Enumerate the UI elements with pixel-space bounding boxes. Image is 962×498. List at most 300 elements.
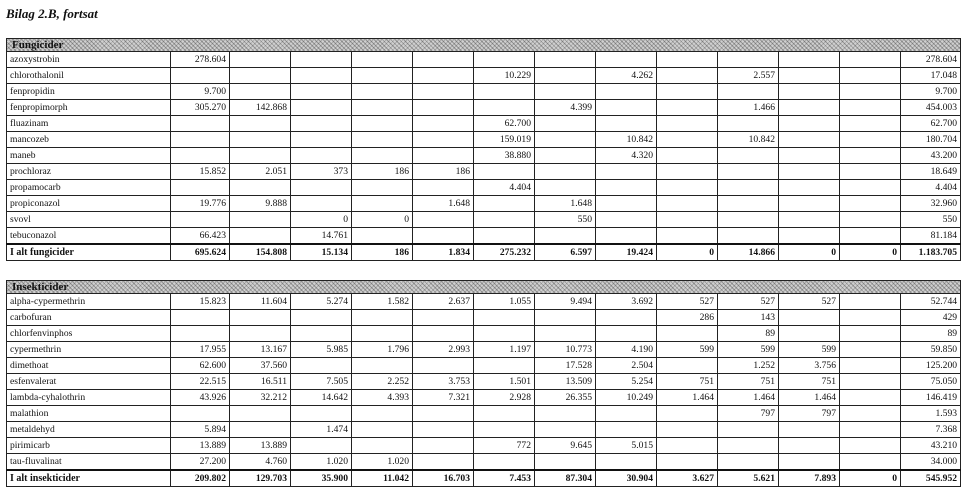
value-cell [535, 148, 596, 164]
value-cell: 17.528 [535, 358, 596, 374]
substance-name: lambda-cyhalothrin [7, 390, 171, 406]
value-cell [352, 358, 413, 374]
value-cell [352, 52, 413, 68]
value-cell: 278.604 [171, 52, 230, 68]
value-cell [291, 84, 352, 100]
value-cell [718, 52, 779, 68]
value-cell [840, 358, 901, 374]
value-cell [413, 84, 474, 100]
value-cell: 11.604 [230, 294, 291, 310]
value-cell [657, 406, 718, 422]
value-cell [230, 310, 291, 326]
value-cell: 1.466 [718, 100, 779, 116]
table-row [7, 358, 961, 374]
value-cell: 0 [352, 212, 413, 228]
value-cell [718, 212, 779, 228]
substance-name: fenpropimorph [7, 100, 171, 116]
value-cell [535, 422, 596, 438]
value-cell [352, 326, 413, 342]
value-cell: 159.019 [474, 132, 535, 148]
value-cell [230, 148, 291, 164]
value-cell: 1.474 [291, 422, 352, 438]
value-cell [413, 212, 474, 228]
value-cell: 599 [657, 342, 718, 358]
value-cell: 797 [779, 406, 840, 422]
value-cell: 146.419 [901, 390, 961, 406]
value-cell: 6.597 [535, 244, 596, 261]
value-cell: 14.761 [291, 228, 352, 245]
value-cell: 35.900 [291, 470, 352, 487]
value-cell [413, 310, 474, 326]
value-cell: 278.604 [901, 52, 961, 68]
table-row [7, 212, 961, 228]
value-cell: 62.700 [474, 116, 535, 132]
substance-name: I alt fungicider [7, 244, 171, 261]
value-cell [535, 68, 596, 84]
value-cell [474, 164, 535, 180]
section-heading: Insekticider [12, 281, 69, 293]
value-cell: 3.756 [779, 358, 840, 374]
fungicide-table [6, 38, 961, 261]
value-cell: 1.501 [474, 374, 535, 390]
value-cell: 527 [718, 294, 779, 310]
value-cell [779, 422, 840, 438]
value-cell [413, 180, 474, 196]
substance-name: chlorfenvinphos [7, 326, 171, 342]
value-cell [474, 196, 535, 212]
value-cell [657, 164, 718, 180]
value-cell [352, 132, 413, 148]
value-cell [230, 68, 291, 84]
value-cell: 2.557 [718, 68, 779, 84]
value-cell [230, 212, 291, 228]
substance-name: tau-fluvalinat [7, 454, 171, 471]
value-cell [657, 84, 718, 100]
value-cell [718, 164, 779, 180]
value-cell [779, 116, 840, 132]
value-cell [779, 68, 840, 84]
value-cell: 11.042 [352, 470, 413, 487]
substance-name: metaldehyd [7, 422, 171, 438]
value-cell [171, 116, 230, 132]
value-cell [657, 228, 718, 245]
value-cell: 19.424 [596, 244, 657, 261]
value-cell [413, 68, 474, 84]
value-cell: 3.627 [657, 470, 718, 487]
value-cell [596, 310, 657, 326]
value-cell [535, 84, 596, 100]
value-cell: 9.700 [171, 84, 230, 100]
value-cell [840, 310, 901, 326]
value-cell [840, 294, 901, 310]
value-cell: 2.993 [413, 342, 474, 358]
value-cell: 66.423 [171, 228, 230, 245]
value-cell: 7.453 [474, 470, 535, 487]
value-cell [596, 116, 657, 132]
value-cell [413, 100, 474, 116]
value-cell: 0 [657, 244, 718, 261]
value-cell [474, 326, 535, 342]
value-cell [718, 180, 779, 196]
value-cell [171, 148, 230, 164]
value-cell [474, 358, 535, 374]
value-cell: 180.704 [901, 132, 961, 148]
value-cell [657, 358, 718, 374]
value-cell: 37.560 [230, 358, 291, 374]
value-cell: 1.055 [474, 294, 535, 310]
value-cell [474, 228, 535, 245]
value-cell: 0 [840, 244, 901, 261]
value-cell: 1.648 [413, 196, 474, 212]
value-cell [657, 326, 718, 342]
value-cell: 4.404 [474, 180, 535, 196]
value-cell [413, 406, 474, 422]
value-cell [718, 148, 779, 164]
value-cell [596, 228, 657, 245]
value-cell [596, 422, 657, 438]
substance-name: svovl [7, 212, 171, 228]
value-cell [657, 438, 718, 454]
value-cell [840, 100, 901, 116]
value-cell: 18.649 [901, 164, 961, 180]
value-cell [352, 196, 413, 212]
table-row [7, 310, 961, 326]
value-cell [657, 100, 718, 116]
value-cell [474, 100, 535, 116]
value-cell: 7.893 [779, 470, 840, 487]
value-cell [291, 68, 352, 84]
substance-name: dimethoat [7, 358, 171, 374]
value-cell [352, 310, 413, 326]
value-cell: 429 [901, 310, 961, 326]
substance-name: tebuconazol [7, 228, 171, 245]
value-cell: 0 [779, 244, 840, 261]
value-cell: 5.621 [718, 470, 779, 487]
value-cell [779, 100, 840, 116]
value-cell [352, 116, 413, 132]
value-cell [352, 68, 413, 84]
value-cell: 599 [718, 342, 779, 358]
value-cell: 454.003 [901, 100, 961, 116]
section-heading: Fungicider [12, 39, 64, 51]
value-cell: 0 [291, 212, 352, 228]
value-cell [230, 84, 291, 100]
value-cell [840, 438, 901, 454]
table-row [7, 100, 961, 116]
value-cell [779, 52, 840, 68]
value-cell [352, 180, 413, 196]
value-cell [474, 212, 535, 228]
table-row [7, 52, 961, 68]
value-cell: 772 [474, 438, 535, 454]
value-cell: 10.842 [596, 132, 657, 148]
value-cell: 7.321 [413, 390, 474, 406]
value-cell [230, 52, 291, 68]
value-cell [779, 164, 840, 180]
value-cell: 13.167 [230, 342, 291, 358]
value-cell [840, 196, 901, 212]
table-row [7, 164, 961, 180]
value-cell [657, 422, 718, 438]
substance-name: carbofuran [7, 310, 171, 326]
value-cell [291, 116, 352, 132]
substance-name: maneb [7, 148, 171, 164]
substance-name: mancozeb [7, 132, 171, 148]
value-cell [171, 310, 230, 326]
value-cell: 10.229 [474, 68, 535, 84]
value-cell [413, 438, 474, 454]
value-cell: 7.505 [291, 374, 352, 390]
value-cell [291, 180, 352, 196]
total-row [7, 244, 961, 261]
table-row [7, 374, 961, 390]
value-cell [352, 100, 413, 116]
value-cell: 9.700 [901, 84, 961, 100]
value-cell: 1.197 [474, 342, 535, 358]
value-cell: 43.210 [901, 438, 961, 454]
table-row [7, 116, 961, 132]
value-cell [779, 180, 840, 196]
table-row [7, 422, 961, 438]
value-cell [779, 454, 840, 471]
value-cell: 1.834 [413, 244, 474, 261]
value-cell [657, 132, 718, 148]
value-cell: 5.274 [291, 294, 352, 310]
value-cell [779, 132, 840, 148]
value-cell [230, 422, 291, 438]
value-cell [718, 196, 779, 212]
value-cell: 62.700 [901, 116, 961, 132]
value-cell [413, 228, 474, 245]
value-cell [840, 406, 901, 422]
value-cell [657, 196, 718, 212]
value-cell [657, 52, 718, 68]
table-row [7, 132, 961, 148]
value-cell [596, 164, 657, 180]
value-cell [840, 212, 901, 228]
value-cell [718, 84, 779, 100]
value-cell: 14.866 [718, 244, 779, 261]
value-cell [352, 84, 413, 100]
value-cell [840, 422, 901, 438]
value-cell: 142.868 [230, 100, 291, 116]
value-cell: 695.624 [171, 244, 230, 261]
value-cell [171, 212, 230, 228]
table-row [7, 68, 961, 84]
value-cell: 10.249 [596, 390, 657, 406]
value-cell: 62.600 [171, 358, 230, 374]
value-cell: 9.888 [230, 196, 291, 212]
value-cell [474, 52, 535, 68]
value-cell: 1.648 [535, 196, 596, 212]
value-cell: 27.200 [171, 454, 230, 471]
value-cell [840, 52, 901, 68]
value-cell: 1.020 [291, 454, 352, 471]
value-cell [291, 196, 352, 212]
value-cell [230, 132, 291, 148]
table-row [7, 390, 961, 406]
value-cell: 13.889 [230, 438, 291, 454]
value-cell [230, 116, 291, 132]
value-cell [840, 148, 901, 164]
value-cell [291, 52, 352, 68]
value-cell [535, 116, 596, 132]
value-cell: 527 [779, 294, 840, 310]
value-cell: 0 [840, 470, 901, 487]
value-cell [535, 310, 596, 326]
value-cell: 186 [413, 164, 474, 180]
value-cell [474, 454, 535, 471]
value-cell: 4.393 [352, 390, 413, 406]
value-cell: 16.703 [413, 470, 474, 487]
value-cell [291, 100, 352, 116]
value-cell: 17.955 [171, 342, 230, 358]
value-cell [413, 116, 474, 132]
substance-name: fenpropidin [7, 84, 171, 100]
value-cell: 2.928 [474, 390, 535, 406]
value-cell: 4.404 [901, 180, 961, 196]
value-cell: 81.184 [901, 228, 961, 245]
value-cell: 10.773 [535, 342, 596, 358]
value-cell: 751 [779, 374, 840, 390]
value-cell [535, 228, 596, 245]
value-cell [171, 68, 230, 84]
value-cell [657, 180, 718, 196]
value-cell [596, 100, 657, 116]
value-cell [718, 422, 779, 438]
value-cell [230, 180, 291, 196]
value-cell [352, 406, 413, 422]
value-cell [352, 438, 413, 454]
value-cell: 15.134 [291, 244, 352, 261]
value-cell: 1.464 [657, 390, 718, 406]
value-cell: 527 [657, 294, 718, 310]
value-cell [171, 326, 230, 342]
value-cell [474, 422, 535, 438]
value-cell [535, 52, 596, 68]
value-cell: 797 [718, 406, 779, 422]
value-cell [840, 164, 901, 180]
table-row [7, 342, 961, 358]
value-cell: 9.494 [535, 294, 596, 310]
value-cell [352, 422, 413, 438]
value-cell [535, 326, 596, 342]
value-cell: 545.952 [901, 470, 961, 487]
value-cell: 4.760 [230, 454, 291, 471]
value-cell [474, 406, 535, 422]
value-cell [840, 132, 901, 148]
value-cell [779, 196, 840, 212]
section-header [7, 39, 961, 52]
value-cell [840, 68, 901, 84]
total-row [7, 470, 961, 487]
value-cell [596, 454, 657, 471]
value-cell [840, 116, 901, 132]
value-cell [779, 326, 840, 342]
insecticide-table [6, 280, 961, 487]
value-cell [779, 212, 840, 228]
value-cell [657, 212, 718, 228]
value-cell: 1.464 [779, 390, 840, 406]
value-cell [535, 132, 596, 148]
value-cell: 751 [718, 374, 779, 390]
table-row [7, 454, 961, 471]
value-cell: 89 [718, 326, 779, 342]
substance-name: azoxystrobin [7, 52, 171, 68]
value-cell: 1.020 [352, 454, 413, 471]
value-cell [291, 438, 352, 454]
value-cell [413, 148, 474, 164]
value-cell [171, 180, 230, 196]
value-cell [596, 326, 657, 342]
value-cell [840, 228, 901, 245]
value-cell [291, 406, 352, 422]
value-cell: 15.852 [171, 164, 230, 180]
value-cell [596, 180, 657, 196]
value-cell: 125.200 [901, 358, 961, 374]
value-cell [171, 132, 230, 148]
value-cell [291, 148, 352, 164]
value-cell: 15.823 [171, 294, 230, 310]
substance-name: esfenvalerat [7, 374, 171, 390]
value-cell [779, 84, 840, 100]
value-cell: 2.504 [596, 358, 657, 374]
value-cell [779, 438, 840, 454]
value-cell [840, 342, 901, 358]
value-cell [840, 84, 901, 100]
value-cell [413, 132, 474, 148]
value-cell [474, 310, 535, 326]
value-cell: 17.048 [901, 68, 961, 84]
value-cell: 143 [718, 310, 779, 326]
value-cell: 52.744 [901, 294, 961, 310]
value-cell: 2.051 [230, 164, 291, 180]
value-cell: 209.802 [171, 470, 230, 487]
value-cell [596, 212, 657, 228]
value-cell: 19.776 [171, 196, 230, 212]
value-cell: 9.645 [535, 438, 596, 454]
value-cell [413, 52, 474, 68]
substance-name: chlorothalonil [7, 68, 171, 84]
value-cell [779, 228, 840, 245]
value-cell [718, 438, 779, 454]
value-cell: 32.212 [230, 390, 291, 406]
value-cell: 275.232 [474, 244, 535, 261]
value-cell [352, 148, 413, 164]
value-cell: 87.304 [535, 470, 596, 487]
substance-name: alpha-cypermethrin [7, 294, 171, 310]
value-cell: 1.593 [901, 406, 961, 422]
table-row [7, 294, 961, 310]
substance-name: malathion [7, 406, 171, 422]
value-cell: 13.509 [535, 374, 596, 390]
substance-name: I alt insekticider [7, 470, 171, 487]
value-cell: 1.796 [352, 342, 413, 358]
table-row [7, 406, 961, 422]
section-header [7, 281, 961, 294]
value-cell: 26.355 [535, 390, 596, 406]
value-cell: 5.894 [171, 422, 230, 438]
value-cell [718, 228, 779, 245]
value-cell [657, 148, 718, 164]
value-cell [291, 310, 352, 326]
value-cell [352, 228, 413, 245]
table-row [7, 84, 961, 100]
table-row [7, 180, 961, 196]
substance-name: fluazinam [7, 116, 171, 132]
value-cell: 1.183.705 [901, 244, 961, 261]
value-cell [840, 374, 901, 390]
